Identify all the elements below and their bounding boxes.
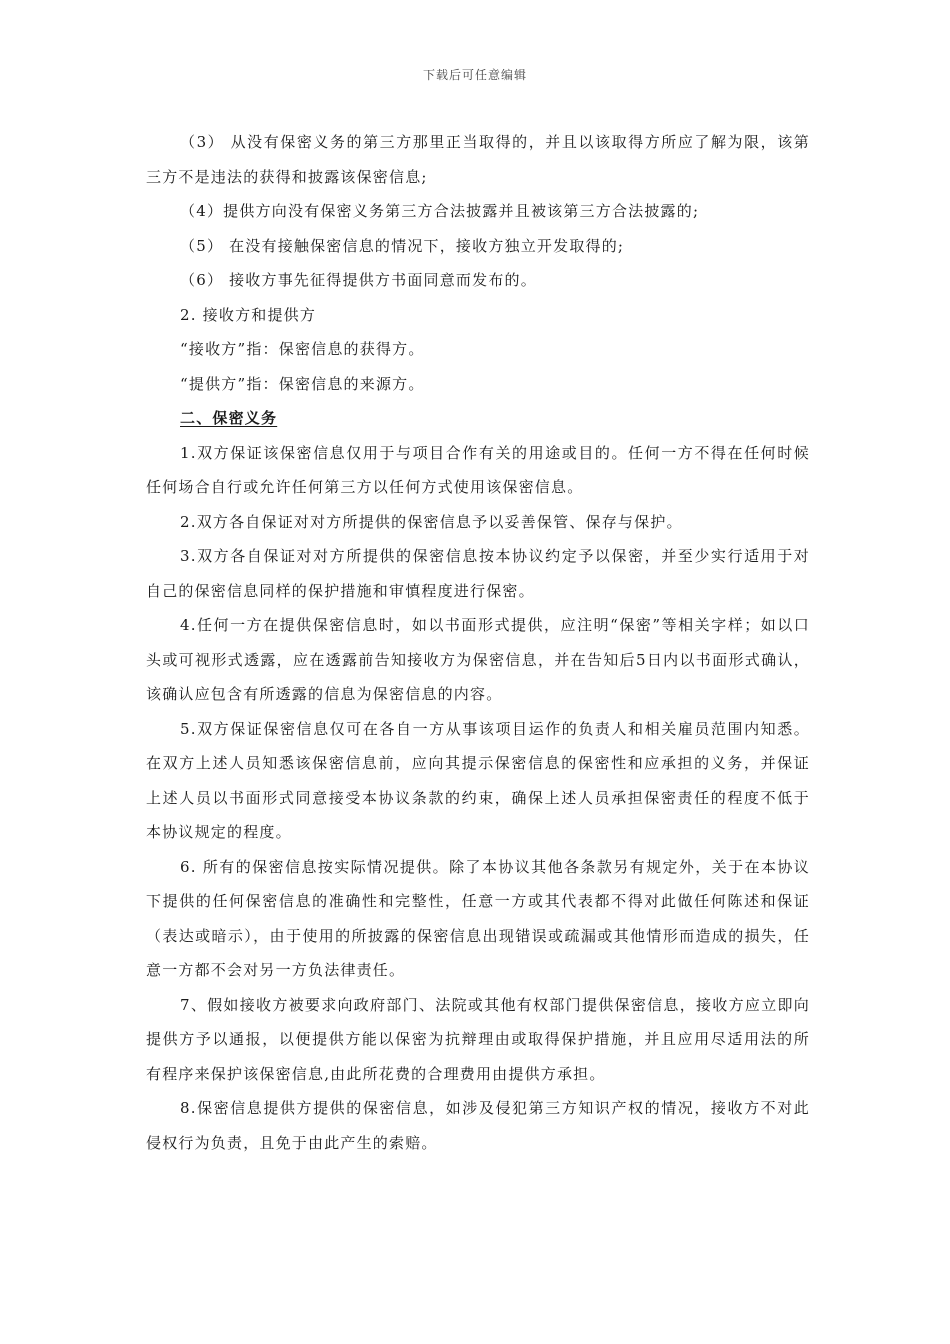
document-body (146, 125, 810, 1160)
paragraph-obligation-3: 3.双方各自保证对对方所提供的保密信息按本协议约定予以保密，并至少实行适用于对自己的保密信息同样的保护措施和审慎程度进行保密。 (146, 547, 810, 600)
paragraph-obligation-1: 1.双方保证该保密信息仅用于与项目合作有关的用途或目的。任何一方不得在任何时候任何场合自行或允许任何第三方以任何方式使用该保密信息。 (146, 443, 810, 496)
paragraph-clause-4: （4）提供方向没有保密义务第三方合法披露并且被该第三方合法披露的; (180, 202, 700, 220)
paragraph-obligation-2: 2.双方各自保证对对方所提供的保密信息予以妥善保管、保存与保护。 (180, 512, 683, 531)
section-heading-confidentiality-obligations (146, 401, 810, 436)
paragraph-obligation-7: 7、假如接收方被要求向政府部门、法院或其他有权部门提供保密信息，接收方应立即向提供方予以通报，以便提供方能以保密为抗辩理由或取得保护措施，并且应用尽适用法的所有程序来保护该保密信息,由此所花费的合理费用由提供方承担。 (146, 995, 810, 1083)
paragraph-clause-5: （5） 在没有接触保密信息的情况下，接收方独立开发取得的; (180, 236, 625, 255)
page-header: 下载后可任意编辑 (422, 68, 527, 82)
paragraph-receiver-definition: “接收方”指：保密信息的获得方。 (180, 340, 425, 358)
paragraph-clause-3: （3） 从没有保密义务的第三方那里正当取得的，并且以该取得方所应了解为限，该第三方不是违法的获得和披露该保密信息; (146, 133, 810, 186)
paragraph-definitions-title: 2. 接收方和提供方 (180, 305, 317, 324)
paragraph-clause-6: （6） 接收方事先征得提供方书面同意而发布的。 (180, 271, 537, 289)
section-heading-text: 二、保密义务 (180, 409, 278, 427)
paragraph-provider-definition: “提供方”指：保密信息的来源方。 (180, 374, 425, 393)
paragraph-obligation-4: 4.任何一方在提供保密信息时，如以书面形式提供，应注明“保密”等相关字样；如以口头或可视形式透露，应在透露前告知接收方为保密信息，并在告知后5日内以书面形式确认，该确认应包含有所透露的信息为保密信息的内容。 (146, 616, 810, 703)
paragraph-obligation-5: 5.双方保证保密信息仅可在各自一方从事该项目运作的负责人和相关雇员范围内知悉。在双方上述人员知悉该保密信息前，应向其提示保密信息的保密性和应承担的义务，并保证上述人员以书面形式同意接受本协议条款的约束，确保上述人员承担保密责任的程度不低于本协议规定的程度。 (146, 719, 810, 841)
paragraph-obligation-8: 8.保密信息提供方提供的保密信息，如涉及侵犯第三方知识产权的情况，接收方不对此侵权行为负责，且免于由此产生的索赔。 (146, 1099, 810, 1152)
paragraph-obligation-6: 6. 所有的保密信息按实际情况提供。除了本协议其他各条款另有规定外，关于在本协议下提供的任何保密信息的准确性和完整性，任意一方或其代表都不得对此做任何陈述和保证（表达或暗示），由于使用的所披露的保密信息出现错误或疏漏或其他情形而造成的损失，任意一方都不会对另一方负法律责任。 (146, 857, 810, 979)
